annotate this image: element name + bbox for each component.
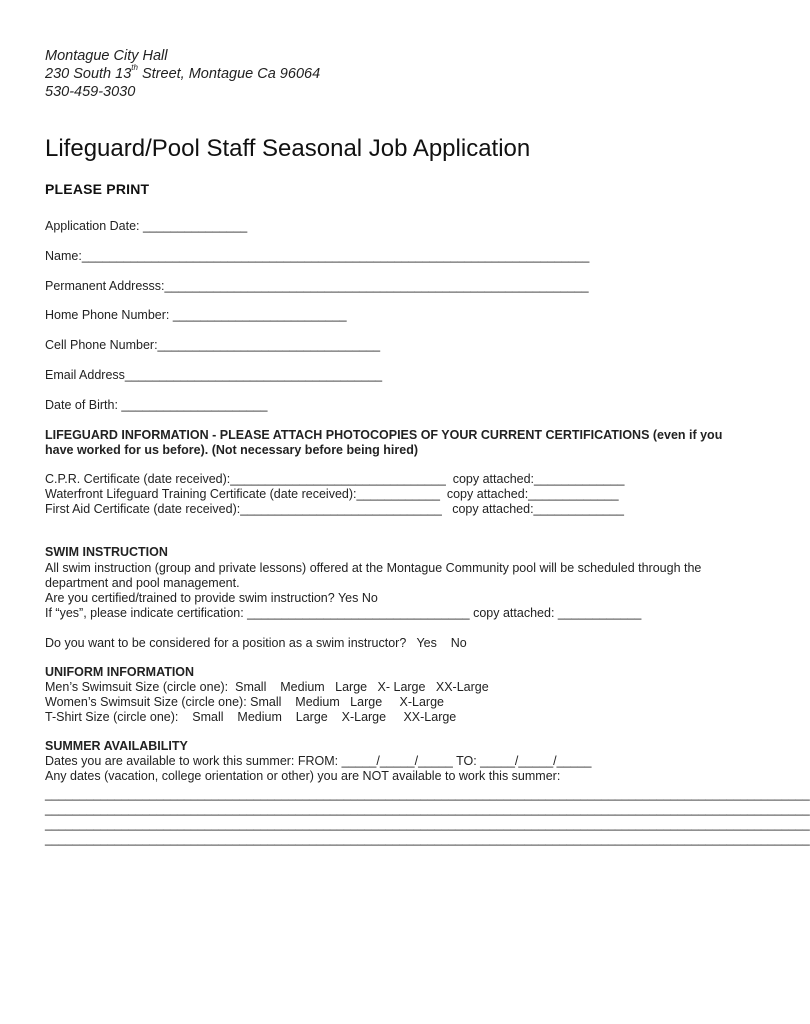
- home-phone-field[interactable]: Home Phone Number: _________________________: [45, 308, 347, 322]
- uniform-heading: UNIFORM INFORMATION: [45, 665, 195, 679]
- page-title: Lifeguard/Pool Staff Seasonal Job Application: [45, 135, 531, 162]
- not-available-line-4[interactable]: ______________________________________________________________________________________________________________: [45, 832, 810, 846]
- swim-instructor-question[interactable]: Do you want to be considered for a position as a swim instructor? Yes No: [45, 636, 467, 650]
- address-sup: th: [131, 63, 138, 72]
- org-phone: 530-459-3030: [45, 84, 136, 100]
- address-post: Street, Montague Ca 96064: [137, 66, 321, 82]
- swim-certified-question[interactable]: Are you certified/trained to provide swim instruction? Yes No: [45, 591, 378, 605]
- swim-body: All swim instruction (group and private lessons) offered at the Montague Community pool will be scheduled through the department and pool management.: [45, 561, 702, 590]
- org-address: [45, 65, 320, 83]
- first-aid-field[interactable]: First Aid Certificate (date received):_____________________________ copy attached:_____________: [45, 502, 624, 516]
- tshirt-size-field[interactable]: T-Shirt Size (circle one): Small Medium Large X-Large XX-Large: [45, 710, 457, 724]
- not-available-line-3[interactable]: ______________________________________________________________________________________________________________: [45, 817, 810, 831]
- email-field[interactable]: Email Address_____________________________________: [45, 368, 383, 382]
- womens-size-field[interactable]: Women’s Swimsuit Size (circle one): Small Medium Large X-Large: [45, 695, 444, 709]
- summer-dates-field[interactable]: Dates you are available to work this summer: FROM: _____/_____/_____ TO: _____/_____/_____: [45, 754, 592, 768]
- summer-heading: SUMMER AVAILABILITY: [45, 739, 188, 753]
- name-field[interactable]: Name:_________________________________________________________________________: [45, 249, 590, 263]
- cell-phone-field[interactable]: Cell Phone Number:________________________________: [45, 338, 381, 352]
- please-print-label: PLEASE PRINT: [45, 181, 150, 197]
- waterfront-field[interactable]: Waterfront Lifeguard Training Certificate (date received):____________ copy attached:_____________: [45, 487, 619, 501]
- address-pre: 230 South 13: [45, 66, 132, 82]
- org-name: Montague City Hall: [45, 48, 168, 64]
- cpr-field[interactable]: C.P.R. Certificate (date received):_______________________________ copy attached:_____________: [45, 472, 625, 486]
- mens-size-field[interactable]: Men’s Swimsuit Size (circle one): Small Medium Large X- Large XX-Large: [45, 680, 489, 694]
- swim-heading: SWIM INSTRUCTION: [45, 545, 168, 559]
- application-date-field[interactable]: Application Date: _______________: [45, 219, 248, 233]
- not-available-line-2[interactable]: ______________________________________________________________________________________________________________: [45, 802, 810, 816]
- lifeguard-heading: LIFEGUARD INFORMATION - PLEASE ATTACH PHOTOCOPIES OF YOUR CURRENT CERTIFICATIONS (even if you have worked for us before). (Not necessary before being hired): [45, 428, 723, 457]
- address-field[interactable]: Permanent Addresss:_____________________________________________________________: [45, 279, 589, 293]
- swim-certification-field[interactable]: If “yes”, please indicate certification: ________________________________ copy attached: ____________: [45, 606, 642, 620]
- dob-field[interactable]: Date of Birth: _____________________: [45, 398, 268, 412]
- not-available-label: Any dates (vacation, college orientation or other) you are NOT available to work this summer:: [45, 769, 561, 783]
- not-available-line-1[interactable]: ______________________________________________________________________________________________________________: [45, 787, 810, 801]
